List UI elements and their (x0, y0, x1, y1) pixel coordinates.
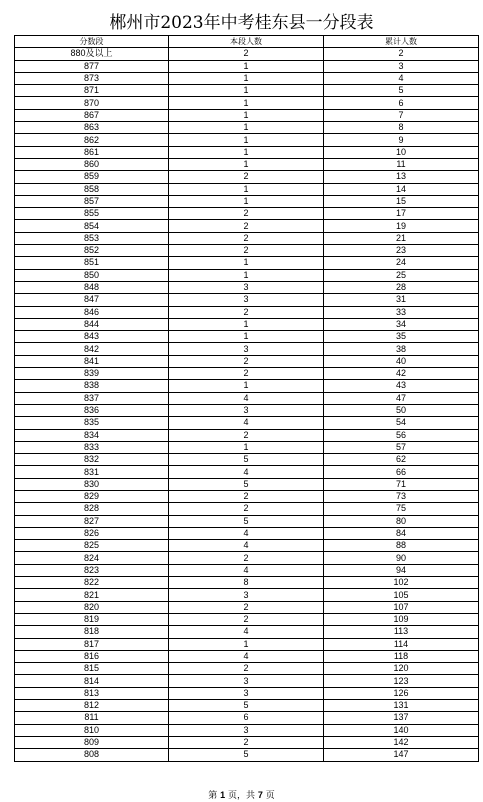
score-cell: 867 (15, 109, 169, 121)
table-row (15, 355, 479, 367)
score-cell: 844 (15, 318, 169, 330)
cumulative-count-cell: 8 (324, 122, 479, 134)
table-row (15, 564, 479, 576)
page-footer (0, 790, 483, 802)
segment-count-cell: 1 (169, 72, 324, 84)
cumulative-count-cell: 31 (324, 294, 479, 306)
table-row (15, 331, 479, 343)
score-cell: 814 (15, 675, 169, 687)
score-cell: 825 (15, 540, 169, 552)
score-table (14, 35, 479, 762)
segment-count-cell: 5 (169, 454, 324, 466)
score-cell: 827 (15, 515, 169, 527)
score-cell: 828 (15, 503, 169, 515)
score-cell: 812 (15, 700, 169, 712)
cumulative-count-cell: 33 (324, 306, 479, 318)
cumulative-count-cell: 34 (324, 318, 479, 330)
table-row (15, 392, 479, 404)
table-row (15, 589, 479, 601)
score-cell: 853 (15, 232, 169, 244)
score-cell: 843 (15, 331, 169, 343)
segment-count-cell: 2 (169, 245, 324, 257)
segment-count-cell: 1 (169, 441, 324, 453)
segment-count-cell: 2 (169, 220, 324, 232)
cumulative-count-cell: 140 (324, 724, 479, 736)
cumulative-count-cell: 35 (324, 331, 479, 343)
cumulative-count-cell: 84 (324, 527, 479, 539)
footer-mid: 页，共 (227, 791, 255, 801)
segment-count-cell: 2 (169, 601, 324, 613)
segment-count-cell: 2 (169, 503, 324, 515)
table-row (15, 134, 479, 146)
score-cell: 824 (15, 552, 169, 564)
segment-count-cell: 4 (169, 466, 324, 478)
score-cell: 870 (15, 97, 169, 109)
table-row (15, 626, 479, 638)
score-cell: 848 (15, 281, 169, 293)
table-row (15, 613, 479, 625)
table-row (15, 257, 479, 269)
table-row (15, 318, 479, 330)
score-cell: 841 (15, 355, 169, 367)
table-row (15, 724, 479, 736)
segment-count-cell: 4 (169, 417, 324, 429)
cumulative-count-cell: 50 (324, 404, 479, 416)
segment-count-cell: 5 (169, 749, 324, 761)
segment-count-cell: 3 (169, 294, 324, 306)
cumulative-count-cell: 57 (324, 441, 479, 453)
footer-total-pages: 7 (257, 790, 263, 800)
table-row (15, 245, 479, 257)
score-cell: 862 (15, 134, 169, 146)
segment-count-cell: 4 (169, 626, 324, 638)
cumulative-count-cell: 54 (324, 417, 479, 429)
table-body (15, 48, 479, 761)
cumulative-count-cell: 47 (324, 392, 479, 404)
cumulative-count-cell: 62 (324, 454, 479, 466)
column-header-cumulative-count: 累计人数 (324, 36, 479, 48)
score-cell: 854 (15, 220, 169, 232)
cumulative-count-cell: 15 (324, 195, 479, 207)
score-cell: 823 (15, 564, 169, 576)
table-row (15, 368, 479, 380)
table-row (15, 343, 479, 355)
cumulative-count-cell: 105 (324, 589, 479, 601)
segment-count-cell: 1 (169, 331, 324, 343)
segment-count-cell: 2 (169, 368, 324, 380)
segment-count-cell: 3 (169, 675, 324, 687)
segment-count-cell: 2 (169, 232, 324, 244)
table-row (15, 503, 479, 515)
segment-count-cell: 4 (169, 540, 324, 552)
score-cell: 820 (15, 601, 169, 613)
cumulative-count-cell: 131 (324, 700, 479, 712)
segment-count-cell: 2 (169, 663, 324, 675)
cumulative-count-cell: 109 (324, 613, 479, 625)
cumulative-count-cell: 123 (324, 675, 479, 687)
table-row (15, 429, 479, 441)
cumulative-count-cell: 90 (324, 552, 479, 564)
cumulative-count-cell: 71 (324, 478, 479, 490)
cumulative-count-cell: 17 (324, 208, 479, 220)
score-cell: 860 (15, 158, 169, 170)
table-row (15, 417, 479, 429)
score-cell: 855 (15, 208, 169, 220)
score-cell: 813 (15, 687, 169, 699)
score-cell: 833 (15, 441, 169, 453)
table-row (15, 638, 479, 650)
cumulative-count-cell: 56 (324, 429, 479, 441)
table-header-row (15, 36, 479, 48)
cumulative-count-cell: 2 (324, 48, 479, 60)
score-cell: 835 (15, 417, 169, 429)
table-row (15, 85, 479, 97)
segment-count-cell: 2 (169, 48, 324, 60)
segment-count-cell: 3 (169, 404, 324, 416)
segment-count-cell: 1 (169, 60, 324, 72)
segment-count-cell: 4 (169, 650, 324, 662)
segment-count-cell: 6 (169, 712, 324, 724)
table-row (15, 306, 479, 318)
score-cell: 846 (15, 306, 169, 318)
table-row (15, 294, 479, 306)
segment-count-cell: 1 (169, 122, 324, 134)
score-cell: 831 (15, 466, 169, 478)
segment-count-cell: 5 (169, 700, 324, 712)
score-cell: 837 (15, 392, 169, 404)
column-header-score: 分数段 (15, 36, 169, 48)
score-cell: 877 (15, 60, 169, 72)
table-row (15, 454, 479, 466)
segment-count-cell: 3 (169, 281, 324, 293)
footer-suffix: 页 (265, 791, 275, 801)
score-cell: 852 (15, 245, 169, 257)
cumulative-count-cell: 19 (324, 220, 479, 232)
table-row (15, 527, 479, 539)
segment-count-cell: 2 (169, 736, 324, 748)
segment-count-cell: 2 (169, 490, 324, 502)
segment-count-cell: 2 (169, 355, 324, 367)
segment-count-cell: 1 (169, 195, 324, 207)
table-row (15, 281, 479, 293)
score-cell: 815 (15, 663, 169, 675)
page-title: 郴州市2023年中考桂东县一分段表 (109, 13, 374, 33)
segment-count-cell: 8 (169, 577, 324, 589)
cumulative-count-cell: 11 (324, 158, 479, 170)
segment-count-cell: 5 (169, 515, 324, 527)
segment-count-cell: 2 (169, 306, 324, 318)
cumulative-count-cell: 120 (324, 663, 479, 675)
segment-count-cell: 3 (169, 724, 324, 736)
segment-count-cell: 1 (169, 380, 324, 392)
score-cell: 817 (15, 638, 169, 650)
cumulative-count-cell: 40 (324, 355, 479, 367)
cumulative-count-cell: 6 (324, 97, 479, 109)
cumulative-count-cell: 7 (324, 109, 479, 121)
footer-prefix: 第 (208, 791, 218, 801)
table-row (15, 60, 479, 72)
segment-count-cell: 1 (169, 85, 324, 97)
segment-count-cell: 4 (169, 564, 324, 576)
cumulative-count-cell: 38 (324, 343, 479, 355)
cumulative-count-cell: 88 (324, 540, 479, 552)
segment-count-cell: 4 (169, 527, 324, 539)
segment-count-cell: 3 (169, 589, 324, 601)
cumulative-count-cell: 147 (324, 749, 479, 761)
cumulative-count-cell: 4 (324, 72, 479, 84)
segment-count-cell: 1 (169, 109, 324, 121)
table-row (15, 109, 479, 121)
score-cell: 816 (15, 650, 169, 662)
table-row (15, 97, 479, 109)
score-cell: 836 (15, 404, 169, 416)
score-cell: 873 (15, 72, 169, 84)
segment-count-cell: 1 (169, 638, 324, 650)
segment-count-cell: 2 (169, 552, 324, 564)
cumulative-count-cell: 113 (324, 626, 479, 638)
table-row (15, 577, 479, 589)
score-cell: 832 (15, 454, 169, 466)
table-row (15, 183, 479, 195)
cumulative-count-cell: 42 (324, 368, 479, 380)
score-cell: 847 (15, 294, 169, 306)
score-cell: 818 (15, 626, 169, 638)
score-cell: 842 (15, 343, 169, 355)
table-row (15, 515, 479, 527)
cumulative-count-cell: 75 (324, 503, 479, 515)
table-row (15, 380, 479, 392)
cumulative-count-cell: 137 (324, 712, 479, 724)
segment-count-cell: 2 (169, 613, 324, 625)
cumulative-count-cell: 126 (324, 687, 479, 699)
table-row (15, 208, 479, 220)
table-row (15, 601, 479, 613)
cumulative-count-cell: 9 (324, 134, 479, 146)
score-cell: 822 (15, 577, 169, 589)
cumulative-count-cell: 102 (324, 577, 479, 589)
cumulative-count-cell: 94 (324, 564, 479, 576)
table-row (15, 72, 479, 84)
segment-count-cell: 1 (169, 134, 324, 146)
segment-count-cell: 4 (169, 392, 324, 404)
table-row (15, 441, 479, 453)
cumulative-count-cell: 107 (324, 601, 479, 613)
table-row (15, 404, 479, 416)
score-cell: 808 (15, 749, 169, 761)
score-cell: 851 (15, 257, 169, 269)
table-row (15, 687, 479, 699)
score-cell: 821 (15, 589, 169, 601)
table-row (15, 122, 479, 134)
table-row (15, 675, 479, 687)
segment-count-cell: 1 (169, 269, 324, 281)
table-row (15, 650, 479, 662)
segment-count-cell: 1 (169, 318, 324, 330)
cumulative-count-cell: 5 (324, 85, 479, 97)
segment-count-cell: 1 (169, 257, 324, 269)
cumulative-count-cell: 14 (324, 183, 479, 195)
segment-count-cell: 5 (169, 478, 324, 490)
table-row (15, 478, 479, 490)
score-cell: 819 (15, 613, 169, 625)
score-cell: 850 (15, 269, 169, 281)
cumulative-count-cell: 23 (324, 245, 479, 257)
table-row (15, 171, 479, 183)
segment-count-cell: 2 (169, 208, 324, 220)
table-row (15, 48, 479, 60)
cumulative-count-cell: 118 (324, 650, 479, 662)
cumulative-count-cell: 66 (324, 466, 479, 478)
segment-count-cell: 2 (169, 429, 324, 441)
score-cell: 857 (15, 195, 169, 207)
cumulative-count-cell: 3 (324, 60, 479, 72)
score-cell: 829 (15, 490, 169, 502)
cumulative-count-cell: 80 (324, 515, 479, 527)
segment-count-cell: 1 (169, 146, 324, 158)
cumulative-count-cell: 25 (324, 269, 479, 281)
column-header-segment-count: 本段人数 (169, 36, 324, 48)
footer-page-number: 1 (220, 790, 226, 800)
score-cell: 834 (15, 429, 169, 441)
table-row (15, 466, 479, 478)
table-row (15, 220, 479, 232)
score-cell: 858 (15, 183, 169, 195)
segment-count-cell: 3 (169, 343, 324, 355)
score-cell: 863 (15, 122, 169, 134)
segment-count-cell: 3 (169, 687, 324, 699)
score-cell: 811 (15, 712, 169, 724)
score-cell: 859 (15, 171, 169, 183)
segment-count-cell: 2 (169, 171, 324, 183)
table-row (15, 195, 479, 207)
score-cell: 810 (15, 724, 169, 736)
table-row (15, 749, 479, 761)
table-row (15, 490, 479, 502)
table-row (15, 232, 479, 244)
cumulative-count-cell: 73 (324, 490, 479, 502)
cumulative-count-cell: 142 (324, 736, 479, 748)
score-cell: 871 (15, 85, 169, 97)
table-row (15, 540, 479, 552)
table-row (15, 663, 479, 675)
table-row (15, 269, 479, 281)
score-cell: 838 (15, 380, 169, 392)
score-cell: 839 (15, 368, 169, 380)
cumulative-count-cell: 24 (324, 257, 479, 269)
cumulative-count-cell: 13 (324, 171, 479, 183)
score-cell: 809 (15, 736, 169, 748)
table-row (15, 158, 479, 170)
table-row (15, 146, 479, 158)
score-cell: 880及以上 (15, 48, 169, 60)
segment-count-cell: 1 (169, 158, 324, 170)
cumulative-count-cell: 114 (324, 638, 479, 650)
cumulative-count-cell: 28 (324, 281, 479, 293)
score-cell: 826 (15, 527, 169, 539)
cumulative-count-cell: 21 (324, 232, 479, 244)
table-row (15, 736, 479, 748)
table-row (15, 552, 479, 564)
cumulative-count-cell: 10 (324, 146, 479, 158)
segment-count-cell: 1 (169, 97, 324, 109)
cumulative-count-cell: 43 (324, 380, 479, 392)
segment-count-cell: 1 (169, 183, 324, 195)
table-row (15, 712, 479, 724)
score-cell: 830 (15, 478, 169, 490)
score-cell: 861 (15, 146, 169, 158)
table-row (15, 700, 479, 712)
